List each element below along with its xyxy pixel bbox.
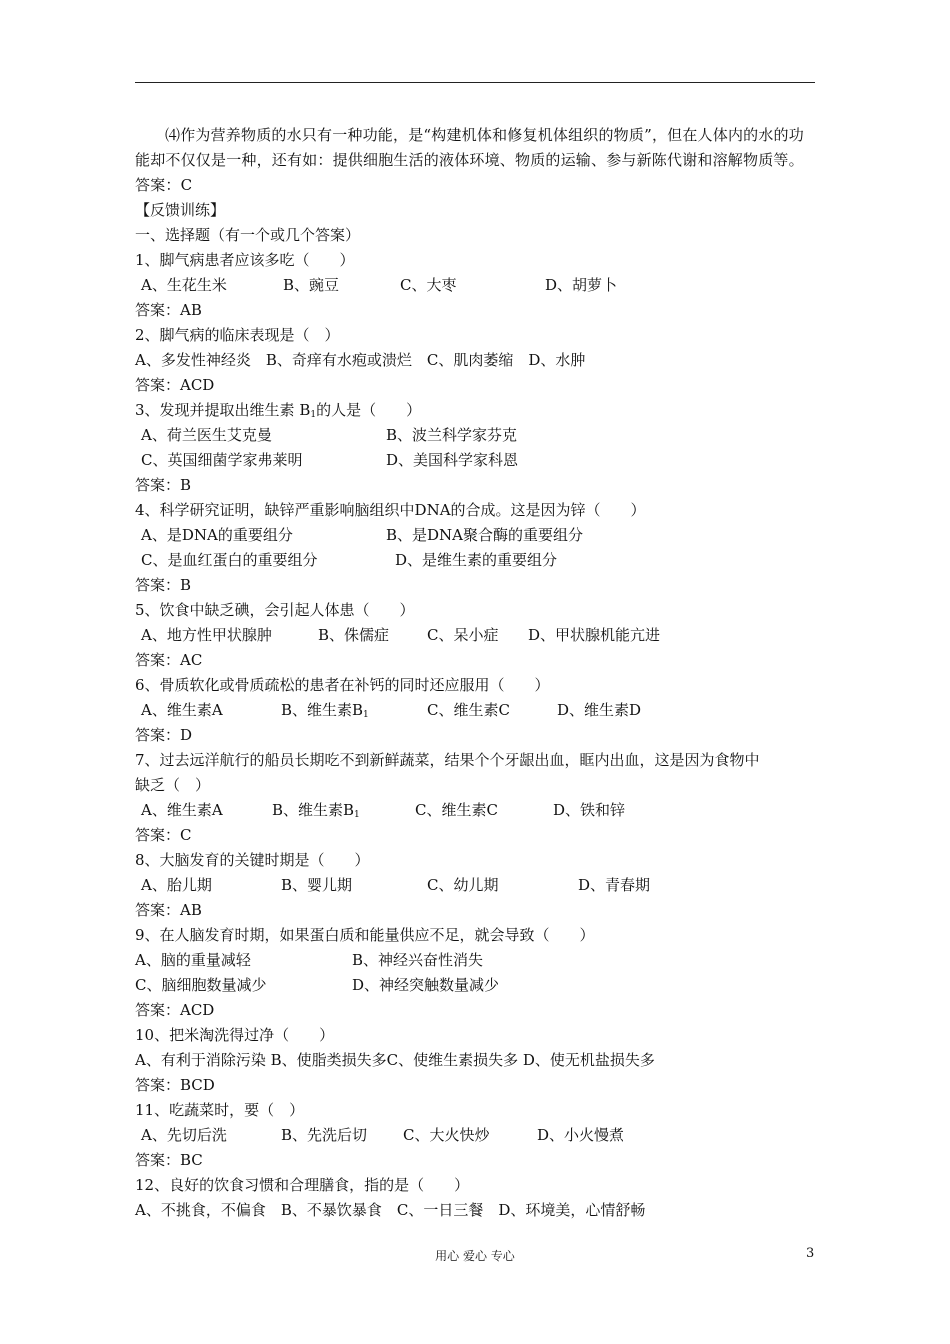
subscript: 1 [363, 710, 369, 720]
question-8-stem: 8、大脑发育的关键时期是（ ） [135, 851, 370, 869]
page-body [135, 123, 842, 1223]
stem-text: 3、发现并提取出维生素 B [135, 401, 311, 419]
question-2-stem: 2、脚气病的临床表现是（ ） [135, 326, 340, 344]
question-3-options-row2 [135, 448, 815, 473]
question-3-options-row1 [135, 423, 815, 448]
option-c: C、大火快炒 [403, 1126, 490, 1144]
subscript: 1 [310, 410, 317, 420]
question-5-stem: 5、饮食中缺乏碘，会引起人体患（ ） [135, 601, 415, 619]
question-5-answer: 答案：AC [135, 651, 203, 669]
option-b-text: B、维生素B [272, 801, 355, 819]
question-1-stem: 1、脚气病患者应该多吃（ ） [135, 251, 355, 269]
section-title: 【反馈训练】 [135, 201, 226, 219]
question-7-answer: 答案：C [135, 826, 192, 844]
question-9-options-row2 [135, 973, 815, 998]
option-b: B、侏儒症 [318, 626, 390, 644]
question-4-options-row1 [135, 523, 815, 548]
option-d: D、神经突触数量减少 [352, 976, 500, 994]
question-11-stem: 11、吃蔬菜时，要（ ） [135, 1101, 305, 1119]
option-d: D、胡萝卜 [545, 276, 618, 294]
header-rule [135, 82, 815, 83]
option-a: A、维生素A [141, 701, 223, 719]
question-4-stem: 4、科学研究证明，缺锌严重影响脑组织中DNA的合成。这是因为锌（ ） [135, 501, 646, 519]
option-a: A、胎儿期 [141, 876, 212, 894]
option-d: D、美国科学家科恩 [386, 451, 519, 469]
intro-paragraph: ⑷作为营养物质的水只有一种功能，是“构建机体和修复机体组织的物质”，但在人体内的水的功能却不仅仅是一种，还有如：提供细胞生活的液体环境、物质的运输、参与新陈代谢和溶解物质等。 答案：C [135, 126, 842, 194]
question-10-stem: 10、把米淘洗得过净（ ） [135, 1026, 335, 1044]
option-a: A、脑的重量减轻 [135, 951, 251, 969]
question-6-options [135, 698, 815, 723]
question-5-options [135, 623, 815, 648]
option-c: C、英国细菌学家弗莱明 [141, 451, 303, 469]
option-c: C、大枣 [400, 276, 457, 294]
option-a: A、是DNA的重要组分 [141, 526, 293, 544]
option-b: B、波兰科学家芬克 [386, 426, 518, 444]
question-2-answer: 答案：ACD [135, 376, 215, 394]
subsection-title: 一、选择题（有一个或几个答案） [135, 226, 361, 244]
option-a: A、荷兰医生艾克曼 [141, 426, 272, 444]
question-4-options-row2 [135, 548, 815, 573]
option-b: B、豌豆 [283, 276, 340, 294]
stem-text-end: 的人是（ ） [316, 401, 422, 419]
option-a: A、生花生米 [141, 276, 227, 294]
question-7-options [135, 798, 815, 823]
question-8-options [135, 873, 815, 898]
question-6-stem: 6、骨质软化或骨质疏松的患者在补钙的同时还应服用（ ） [135, 676, 550, 694]
option-d: D、青春期 [578, 876, 651, 894]
option-c: C、脑细胞数量减少 [135, 976, 267, 994]
option-d: D、甲状腺机能亢进 [528, 626, 661, 644]
question-9-stem: 9、在人脑发育时期，如果蛋白质和能量供应不足，就会导致（ ） [135, 926, 595, 944]
option-c: C、幼儿期 [427, 876, 499, 894]
question-8-answer: 答案：AB [135, 901, 202, 919]
question-12-options: A、不挑食，不偏食 B、不暴饮暴食 C、一日三餐 D、环境美，心情舒畅 [135, 1201, 646, 1219]
question-3-stem [135, 398, 815, 423]
option-c: C、呆小症 [427, 626, 499, 644]
option-c: C、是血红蛋白的重要组分 [141, 551, 318, 569]
question-11-answer: 答案：BC [135, 1151, 203, 1169]
subscript: 1 [354, 810, 360, 820]
question-7-stem-line1: 7、过去远洋航行的船员长期吃不到新鲜蔬菜，结果个个牙龈出血，眶内出血，这是因为食物中 [135, 751, 760, 769]
option-d: D、维生素D [557, 701, 642, 719]
option-b: B、婴儿期 [281, 876, 353, 894]
option-a: A、维生素A [141, 801, 223, 819]
question-1-options [135, 273, 815, 298]
question-6-answer: 答案：D [135, 726, 193, 744]
question-7-stem-line2: 缺乏（ ） [135, 776, 211, 794]
option-d: D、小火慢煮 [537, 1126, 625, 1144]
option-d: D、是维生素的重要组分 [395, 551, 558, 569]
option-a: A、地方性甲状腺肿 [141, 626, 272, 644]
option-b: B、是DNA聚合酶的重要组分 [386, 526, 584, 544]
option-b-text: B、维生素B [281, 701, 364, 719]
option-b: B、神经兴奋性消失 [352, 951, 484, 969]
question-10-options: A、有利于消除污染 B、使脂类损失多C、使维生素损失多 D、使无机盐损失多 [135, 1051, 655, 1069]
option-c: C、维生素C [415, 801, 498, 819]
question-9-answer: 答案：ACD [135, 1001, 215, 1019]
question-1-answer: 答案：AB [135, 301, 202, 319]
question-2-options: A、多发性神经炎 B、奇痒有水疱或溃烂 C、肌肉萎缩 D、水肿 [135, 351, 586, 369]
option-b: B、先洗后切 [281, 1126, 368, 1144]
option-c: C、维生素C [427, 701, 510, 719]
question-4-answer: 答案：B [135, 576, 192, 594]
question-12-stem: 12、良好的饮食习惯和合理膳食，指的是（ ） [135, 1176, 470, 1194]
option-d: D、铁和锌 [553, 801, 626, 819]
footer-motto: 用心 爱心 专心 [435, 1249, 515, 1263]
question-3-answer: 答案：B [135, 476, 192, 494]
option-a: A、先切后洗 [141, 1126, 227, 1144]
question-11-options [135, 1123, 815, 1148]
question-9-options-row1 [135, 948, 815, 973]
page-number: 3 [806, 1246, 815, 1261]
question-10-answer: 答案：BCD [135, 1076, 215, 1094]
